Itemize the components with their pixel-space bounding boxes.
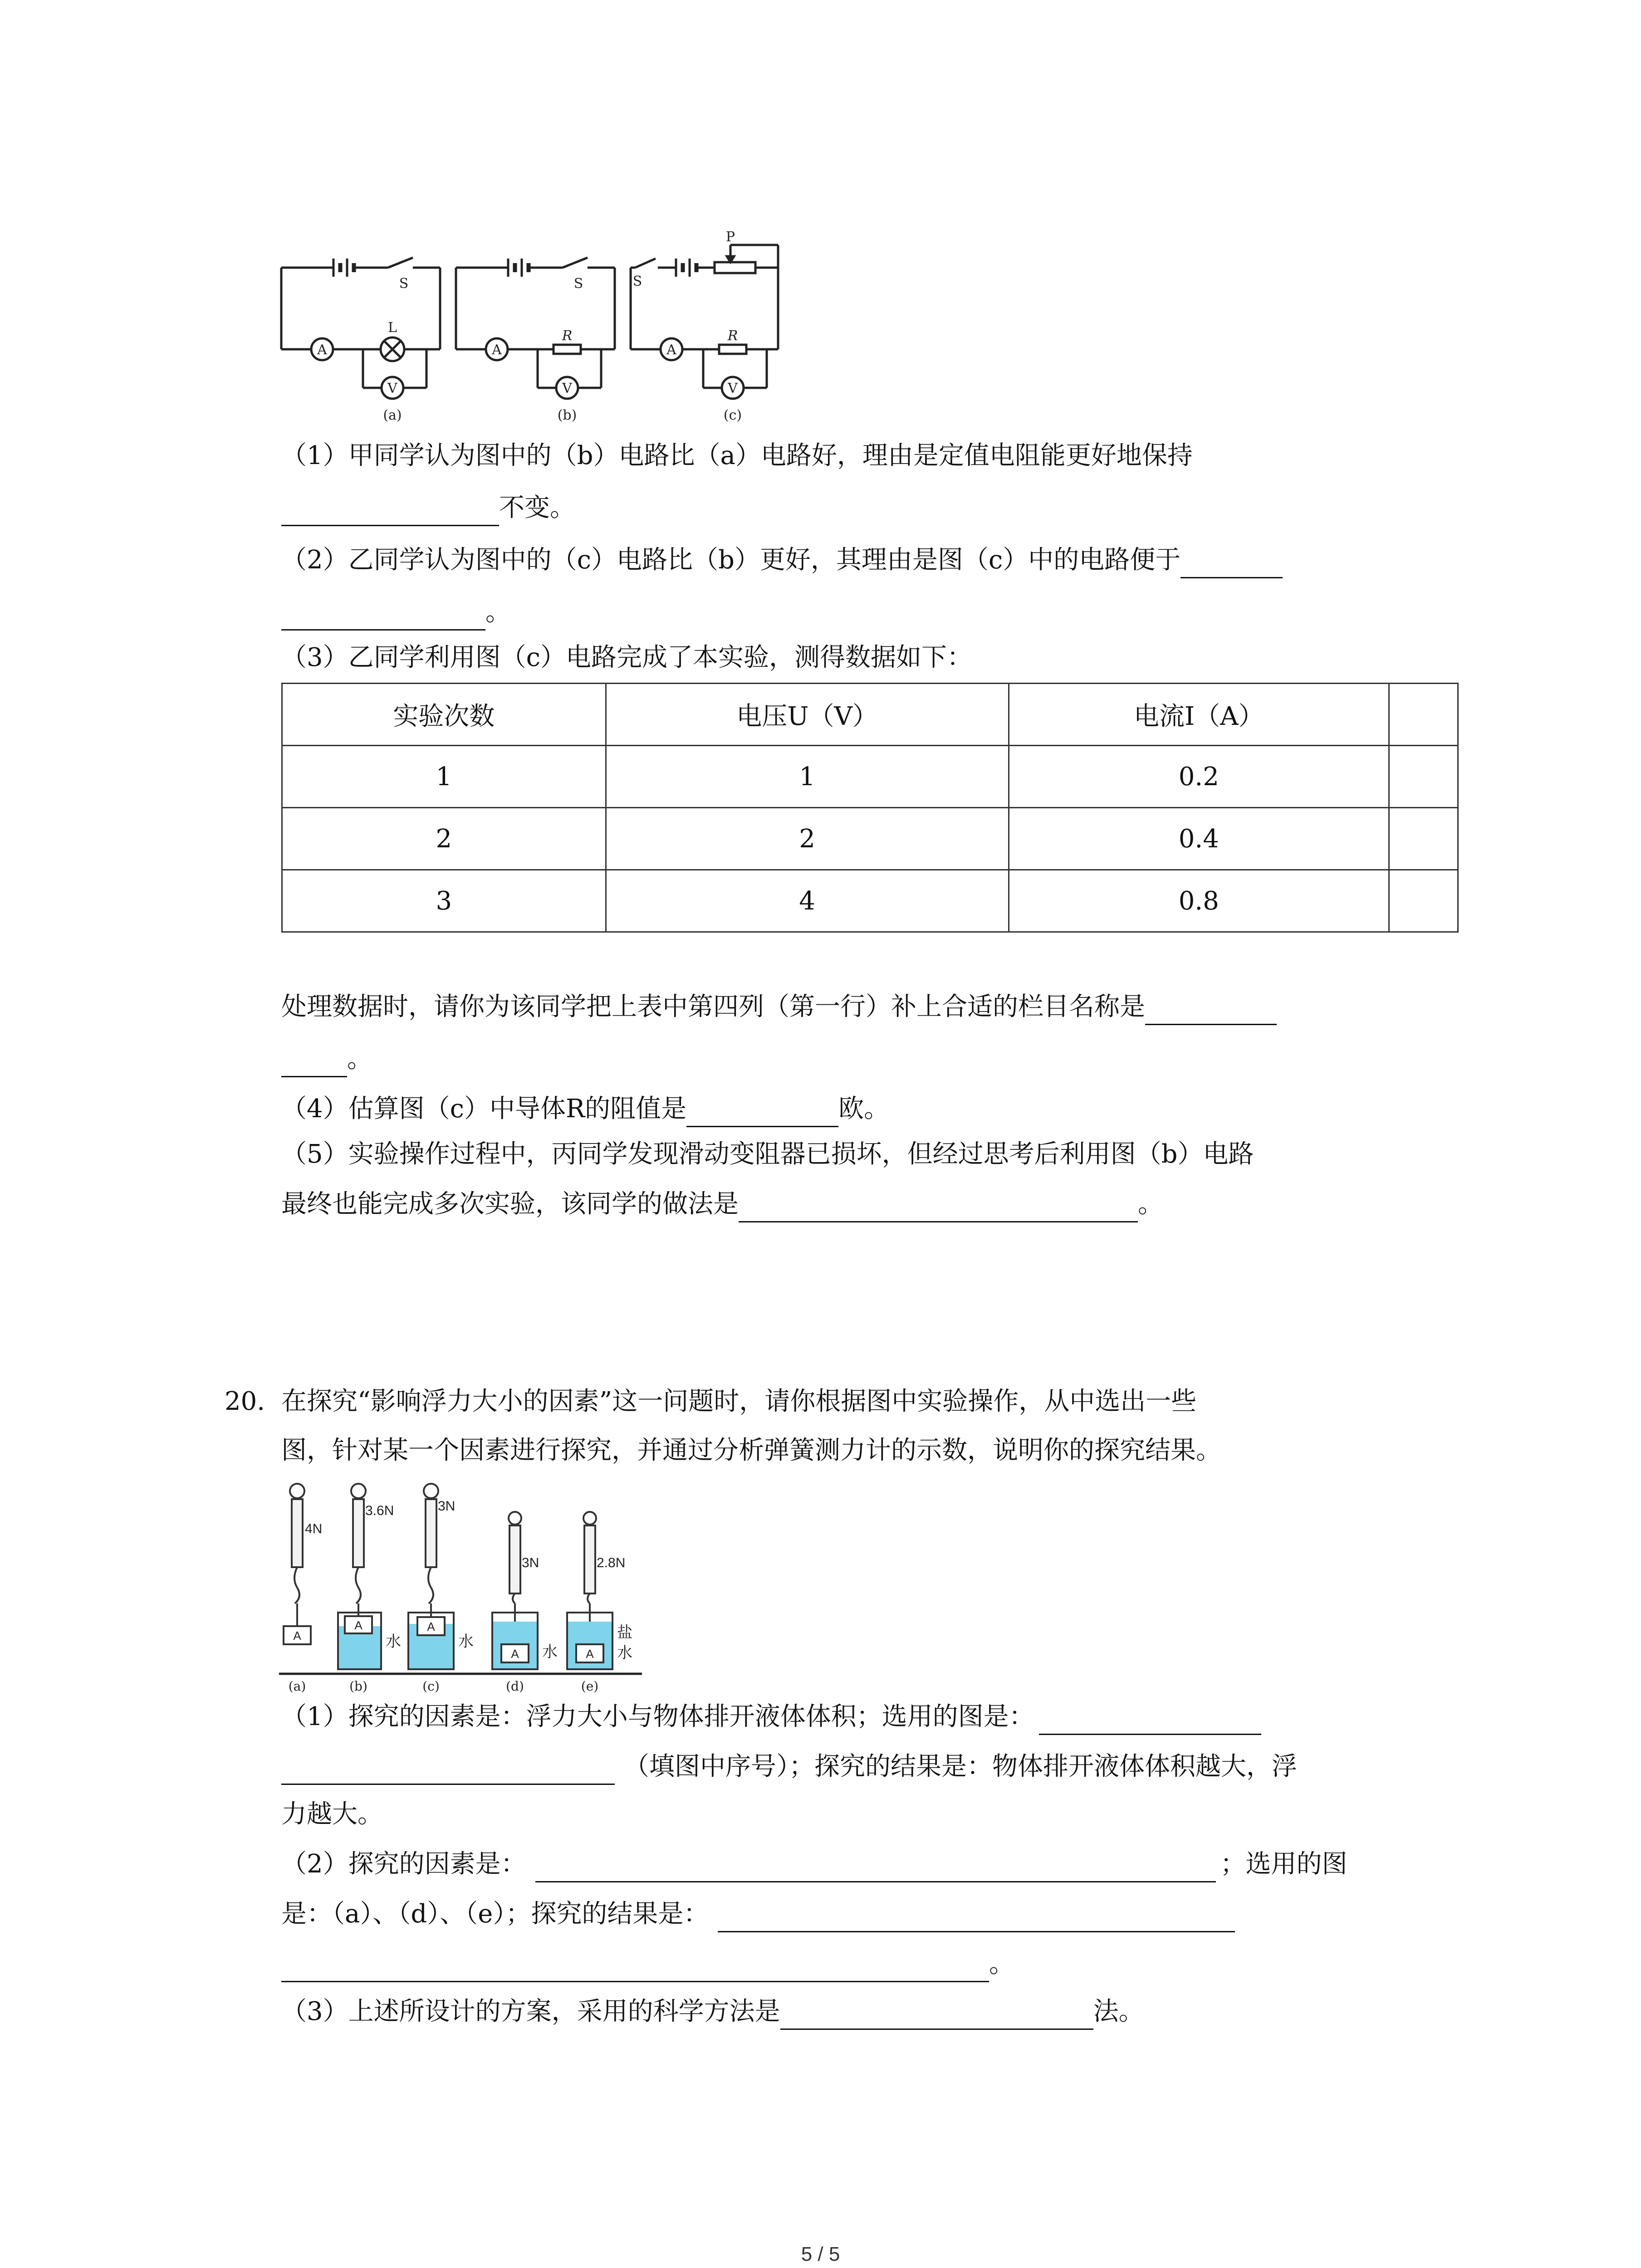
q19-part3-after-line2: 。 xyxy=(281,1041,372,1077)
circuit-figure xyxy=(272,213,803,426)
table-cell: 2 xyxy=(282,808,606,870)
spring-scale-c xyxy=(424,1484,438,1617)
q19-part3-after-line1: 处理数据时，请你为该同学把上表中第四列（第一行）补上合适的栏目名称是 xyxy=(281,989,1277,1025)
salt-label-1: 盐 xyxy=(617,1623,632,1642)
table-cell[interactable] xyxy=(1389,870,1458,932)
answer-blank-4[interactable] xyxy=(686,1099,838,1127)
switch-label-b: S xyxy=(573,276,583,292)
block-label-e: A xyxy=(586,1647,594,1661)
voltmeter-label-b: V xyxy=(562,381,572,396)
circuit-b xyxy=(456,258,615,399)
q20-line2: 图，针对某一个因素进行探究，并通过分析弹簧测力计的示数，说明你的探究结果。 xyxy=(281,1436,1221,1465)
table-header: 电压U（V） xyxy=(606,684,1009,746)
ammeter-label-c: A xyxy=(666,342,676,358)
table-row xyxy=(282,746,1458,808)
circuit-c xyxy=(631,245,778,399)
table-cell[interactable] xyxy=(1389,746,1458,808)
table-cell: 0.8 xyxy=(1009,870,1389,932)
answer-blank-2b[interactable] xyxy=(281,602,485,631)
table-cell: 0.4 xyxy=(1009,808,1389,870)
fig-label-c: (c) xyxy=(422,1679,440,1694)
table-header: 电流I（A） xyxy=(1009,684,1389,746)
voltmeter-label-c: V xyxy=(728,381,738,396)
q20-sub1-line1: （1）探究的因素是：浮力大小与物体排开液体体积；选用的图是： xyxy=(281,1699,1261,1735)
page-number: 5 / 5 xyxy=(801,2243,840,2265)
q20-sub3: （3）上述所设计的方案，采用的科学方法是 法。 xyxy=(281,1994,1144,2030)
table-header-empty[interactable] xyxy=(1389,684,1458,746)
switch-label-a: S xyxy=(399,276,409,292)
data-table xyxy=(281,683,1459,933)
salt-label-2: 水 xyxy=(617,1644,632,1662)
table-cell: 1 xyxy=(282,746,606,808)
q20-sub2-line1: （2）探究的因素是： ；选用的图 xyxy=(281,1846,1347,1882)
table-header-row xyxy=(282,684,1458,746)
fig-label-a: (a) xyxy=(383,407,402,423)
resistor-label-c: R xyxy=(727,328,738,344)
fig-label-a: (a) xyxy=(288,1679,306,1694)
answer-blank-6b[interactable] xyxy=(281,1756,615,1785)
water-label-d: 水 xyxy=(542,1643,558,1661)
switch-label-c: S xyxy=(632,274,642,289)
circuit-a xyxy=(281,258,440,399)
fig-label-e: (e) xyxy=(581,1679,599,1694)
reading-a: 4N xyxy=(305,1521,323,1536)
table-header: 实验次数 xyxy=(282,684,606,746)
q20-number: 20. xyxy=(225,1387,265,1416)
q20-sub2-line2: 是：（a）、（d）、（e）；探究的结果是： xyxy=(281,1896,1235,1932)
q19-part5-line1: （5）实验操作过程中，丙同学发现滑动变阻器已损坏，但经过思考后利用图（b）电路 xyxy=(281,1139,1254,1169)
buoyancy-figure xyxy=(272,1481,644,1694)
answer-blank-8[interactable] xyxy=(780,2001,1093,2030)
answer-blank-7c[interactable] xyxy=(281,1954,989,1982)
answer-blank-5[interactable] xyxy=(739,1194,1138,1222)
answer-blank-3b[interactable] xyxy=(281,1049,347,1077)
q19-part2-line1: （2）乙同学认为图中的（c）电路比（b）更好，其理由是图（c）中的电路便于 xyxy=(281,542,1283,578)
block-label-b: A xyxy=(354,1618,362,1632)
q19-part5-line2: 最终也能完成多次实验，该同学的做法是 。 xyxy=(281,1186,1163,1222)
voltmeter-label-a: V xyxy=(387,381,397,396)
table-cell[interactable] xyxy=(1389,808,1458,870)
reading-b: 3.6N xyxy=(365,1503,394,1518)
resistor-label-b: R xyxy=(562,328,573,344)
reading-c: 3N xyxy=(438,1499,456,1514)
q20-sub1-line2: （填图中序号）；探究的结果是：物体排开液体体积越大，浮 xyxy=(281,1749,1297,1785)
water-label-c: 水 xyxy=(458,1633,474,1651)
table-cell: 1 xyxy=(606,746,1009,808)
table-row xyxy=(282,808,1458,870)
lamp-label: L xyxy=(388,320,397,336)
spring-scale-a xyxy=(284,1484,311,1644)
reading-d: 3N xyxy=(522,1555,539,1570)
answer-blank-2a[interactable] xyxy=(1181,550,1283,578)
q20-sub1-line3: 力越大。 xyxy=(281,1799,383,1829)
table-cell: 2 xyxy=(606,808,1009,870)
q19-part3-line1: （3）乙同学利用图（c）电路完成了本实验，测得数据如下： xyxy=(281,643,972,672)
spring-scale-b xyxy=(351,1484,366,1617)
q19-part2-line2: 。 xyxy=(281,594,511,631)
answer-blank-7a[interactable] xyxy=(535,1854,1216,1882)
block-label-a: A xyxy=(293,1629,301,1642)
block-label-c: A xyxy=(427,1620,435,1633)
ammeter-label-a: A xyxy=(317,342,327,358)
block-label-d: A xyxy=(511,1647,519,1661)
answer-blank-6a[interactable] xyxy=(1039,1706,1261,1735)
ammeter-label-b: A xyxy=(492,342,502,358)
q19-part4: （4）估算图（c）中导体R的阻值是 欧。 xyxy=(281,1091,889,1127)
fig-label-b: (b) xyxy=(557,407,577,423)
table-cell: 0.2 xyxy=(1009,746,1389,808)
answer-blank-7b[interactable] xyxy=(718,1904,1235,1932)
table-cell: 4 xyxy=(606,870,1009,932)
table-row xyxy=(282,870,1458,932)
fig-label-d: (d) xyxy=(506,1679,524,1694)
q20-line1: 在探究“影响浮力大小的因素”这一问题时，请你根据图中实验操作，从中选出一些 xyxy=(281,1387,1197,1416)
fig-label-c: (c) xyxy=(723,407,742,423)
q20-sub2-line3: 。 xyxy=(281,1946,1014,1982)
q19-part1-line1: （1）甲同学认为图中的（b）电路比（a）电路好，理由是定值电阻能更好地保持 xyxy=(281,441,1193,470)
fig-label-b: (b) xyxy=(349,1679,367,1694)
answer-blank-1[interactable] xyxy=(281,498,499,526)
reading-e: 2.8N xyxy=(597,1555,626,1570)
slider-label: P xyxy=(725,229,735,245)
q19-part1-line2: 不变。 xyxy=(281,490,575,526)
answer-blank-3a[interactable] xyxy=(1145,997,1277,1025)
water-label-b: 水 xyxy=(386,1633,401,1651)
table-cell: 3 xyxy=(282,870,606,932)
